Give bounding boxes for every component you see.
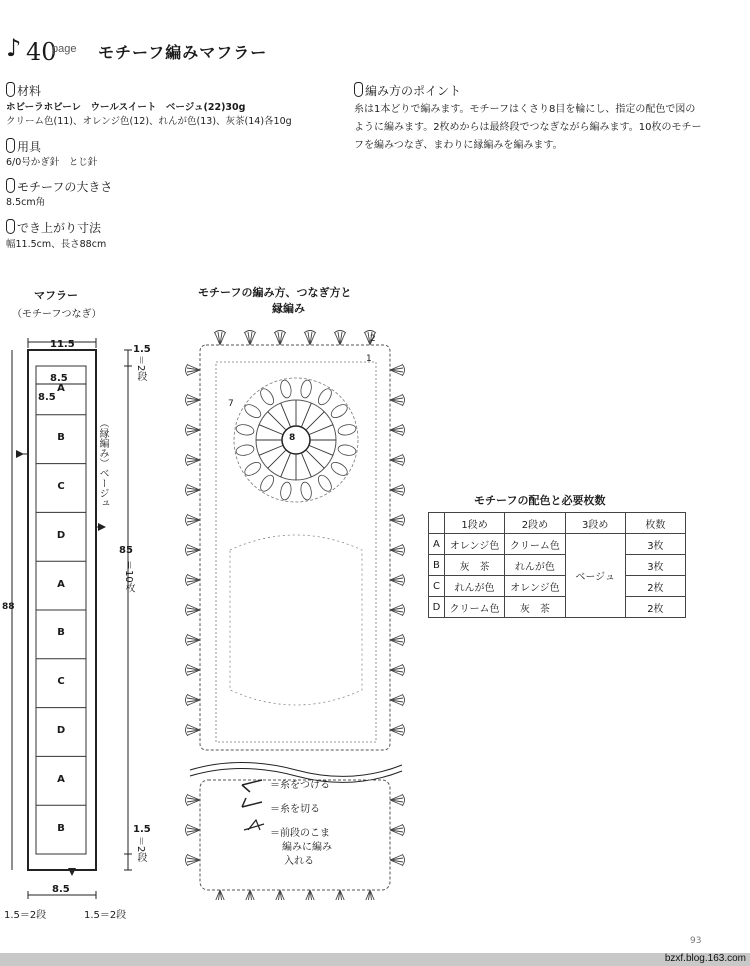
motif-spoke [301,453,311,477]
materials-yarn: ホビーラホビーレ ウールスイート ベージュ(22)30g [6,102,246,113]
points-heading: 編み方のポイント [354,82,461,99]
bottom-left-label: 1.5＝2段 [4,910,47,921]
table-row [429,597,686,618]
chart-title-line2: 縁編み [272,302,305,315]
motif-cell-label: C [57,481,65,492]
border-fan-stitch [390,694,405,706]
border-fan-stitch [304,331,316,346]
motif-grid-lines [36,415,86,805]
chart-title-line1: モチーフの編み方、つなぎ方と [198,286,352,299]
motif-cell-label: A [57,578,65,590]
row-id: D [429,597,445,618]
row-r2: オレンジ色 [505,576,565,597]
motif-cell-label: C [57,676,65,688]
color-table [428,512,686,618]
motif-spoke [268,412,286,430]
motif-cell-label: D [56,529,66,541]
motif-cell-label: B [57,627,65,639]
footer-bar [0,953,750,966]
page-word: page [52,43,77,55]
border-fan-stitch [186,484,201,496]
motif-petal [279,481,292,501]
row-r1: れんが色 [444,576,504,597]
motif-petal [337,443,357,456]
finished-size-heading: でき上がり寸法 [6,219,101,236]
border-fan-stitch [186,454,201,466]
border-fan-stitch [364,890,376,900]
motif-2-outline [230,535,362,705]
legend-attach: ＝糸をつける [270,780,330,791]
total-length-label: 88 [2,602,15,612]
border-fan-stitch [304,890,316,900]
motif-cell-label: A [57,773,65,785]
border-fan-stitch [274,890,286,900]
top-dim-eq: ＝2段 [135,355,146,382]
motif-spoke [281,453,291,477]
border-fan-stitch [390,794,405,806]
section-bullet-icon [6,219,15,234]
border-fan-stitch [186,664,201,676]
row-r1: オレンジ色 [444,534,504,555]
motif-spoke [301,403,311,427]
motif-cell-label: B [57,822,65,834]
motif-spoke [309,445,333,455]
border-fan-stitch [390,394,405,406]
border-fan-stitch [244,331,256,346]
motif-petal [235,423,255,436]
border-fan-stitch [186,854,201,866]
border-fan-stitch [186,724,201,736]
table-row [429,576,686,597]
motif-petal [329,460,350,478]
border-fan-stitch [186,604,201,616]
border-fan-stitch [186,794,201,806]
color-table-title: モチーフの配色と必要枚数 [474,494,606,507]
legend-join-3: 入れる [284,856,314,867]
motif-petal [316,473,334,494]
row-r2: れんが色 [505,555,565,576]
motif-spoke [259,445,283,455]
row-count: 2枚 [625,597,685,618]
border-fan-stitch [390,514,405,526]
row-label-2: 2 [370,334,376,344]
motif-petal [243,402,264,420]
border-fan-stitch [274,331,286,346]
border-fan-stitch [186,824,201,836]
section-bullet-icon [6,82,15,97]
border-fan-stitch [390,454,405,466]
border-fan-stitch [186,634,201,646]
border-fan-stitch [186,694,201,706]
table-row [429,555,686,576]
motif-petal [279,379,292,399]
border-fan-stitch [390,724,405,736]
border-fan-stitch [390,484,405,496]
row-id: B [429,555,445,576]
table-header-cell: 1段め [444,513,504,534]
border-fan-stitch [214,331,226,346]
motif-spoke [281,403,291,427]
motif-spoke [309,425,333,435]
motif-spoke [259,425,283,435]
row-r2: 灰 茶 [505,597,565,618]
section-bullet-icon [6,138,15,153]
table-header-cell: 2段め [505,513,565,534]
border-fan-stitch [390,544,405,556]
table-header-cell [429,513,445,534]
legend-cut: ＝糸を切る [270,804,320,815]
tools-heading: 用具 [6,138,41,155]
bottom-dim-label: 1.5 [133,824,151,835]
motif-petal [299,379,312,399]
section-bullet-icon [354,82,363,97]
motif-petal [329,402,350,420]
join-stitch-icon [244,820,264,830]
motif-petal [243,460,264,478]
motif-spoke [306,412,324,430]
border-fan-stitch [390,424,405,436]
motif-size-heading: モチーフの大きさ [6,178,112,195]
materials-colors: クリーム色(11)、オレンジ色(12)、れんが色(13)、灰茶(14)各10g [6,116,292,127]
attach-yarn-icon [242,780,262,792]
border-fan-stitch [390,574,405,586]
border-fan-stitch [186,394,201,406]
row-label-1: 1 [366,354,372,364]
motif-spoke [306,450,324,468]
border-label: （縁編み）ベージュ [97,418,108,508]
border-fan-stitch [186,544,201,556]
materials-heading: 材料 [6,82,41,99]
row-r3-shared: ベージュ [565,534,625,618]
motif-petal [258,473,276,494]
border-fan-stitch [186,514,201,526]
bottom-right-label: 1.5＝2段 [84,910,127,921]
music-note-icon: ♪ [6,34,22,62]
table-row [429,534,686,555]
border-fan-stitch [244,890,256,900]
table-header-cell: 3段め [565,513,625,534]
border-fan-stitch [390,364,405,376]
side-dim-eq: ＝10枚 [123,560,134,593]
side-dim-label: 85 [119,545,133,556]
motif-height-label: 8.5 [38,392,56,403]
row-id: A [429,534,445,555]
row-id: C [429,576,445,597]
border-fan-stitch [390,824,405,836]
row-count: 3枚 [625,555,685,576]
border-fan-stitch [390,854,405,866]
border-fan-stitch [214,890,226,900]
legend-join-1: ＝前段のこま [270,828,330,839]
motif-width-label: 8.5 [50,373,68,384]
section-bullet-icon [6,178,15,193]
row-label-7: 7 [228,399,234,409]
tools-text: 6/0号かぎ針 とじ針 [6,157,98,168]
motif-petal [235,443,255,456]
bottom-width-label: 8.5 [52,884,70,895]
border-fan-stitch [334,890,346,900]
table-header-row [429,513,686,534]
border-fan-stitch [186,424,201,436]
motif-petal [299,481,312,501]
points-body: 糸は1本どりで編みます。モチーフはくさり8目を輪にし、指定の配色で図のように編みます。2枚めからは最終段でつなぎながら編みます。10枚のモチーフを編みつなぎ、まわりに縁編みを編みます。 [354,104,702,151]
page-title: モチーフ編みマフラー [98,43,268,62]
down-arrow-icon [68,868,76,876]
motif-cell-label: B [57,432,65,444]
legend-join-2: 編みに編み [282,842,332,853]
muffler-subtitle: （モチーフつなぎ） [12,309,102,320]
motif-center-label: 8 [289,433,296,443]
motif-cell-label: A [57,383,65,395]
footer-site: bzxf.blog.163.com [664,953,746,964]
motif-spoke [268,450,286,468]
cut-yarn-icon [242,798,262,807]
border-fan-stitch [390,664,405,676]
top-dim-label: 1.5 [133,344,151,355]
bottom-dim-eq: ＝2段 [135,836,146,863]
border-fan-stitch [390,604,405,616]
page-footer-number: 93 [690,936,702,946]
motif-petal [258,387,276,408]
row-r1: クリーム色 [444,597,504,618]
row-r1: 灰 茶 [444,555,504,576]
border-fan-stitch [390,634,405,646]
motif-size-text: 8.5cm角 [6,197,46,208]
border-fan-stitch [186,364,201,376]
table-header-cell: 枚数 [625,513,685,534]
border-fan-stitch [334,331,346,346]
muffler-title: マフラー [34,289,78,302]
muffler-width-label: 11.5 [50,339,75,350]
row-count: 3枚 [625,534,685,555]
motif-cell-label: D [56,725,66,736]
motif-petal [316,387,334,408]
page-number: 40 [26,38,57,66]
motif-petal [337,423,357,436]
motif-center-ring [282,426,310,454]
border-fan-stitch [186,574,201,586]
row-count: 2枚 [625,576,685,597]
finished-size-text: 幅11.5cm、長さ88cm [6,239,107,250]
row-r2: クリーム色 [505,534,565,555]
